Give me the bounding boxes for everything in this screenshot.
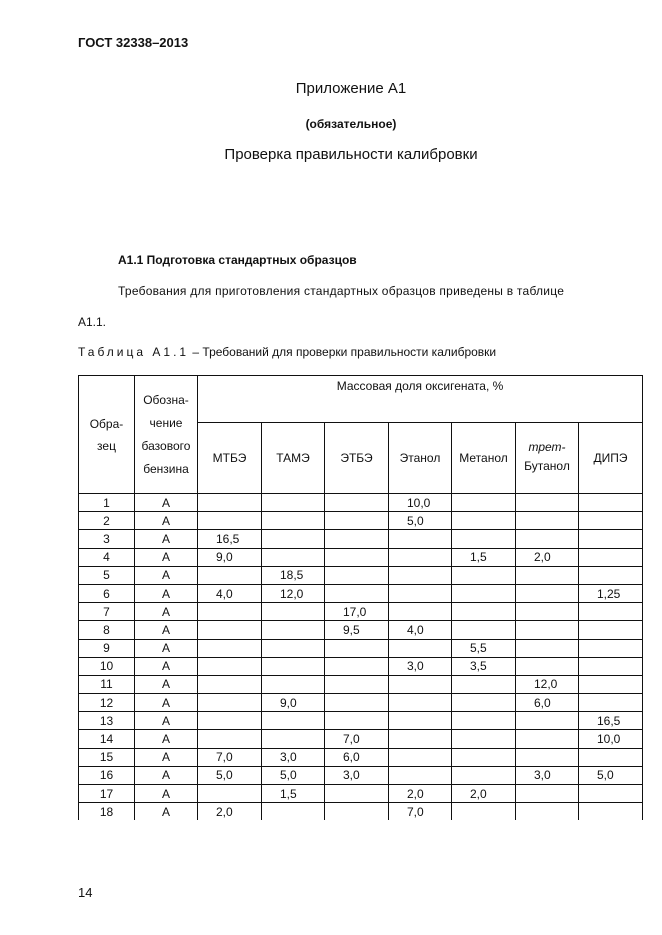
cell-value: 9,5	[325, 621, 389, 639]
cell-value	[516, 584, 579, 602]
cell-value: 12,0	[262, 584, 325, 602]
cell-value	[579, 530, 643, 548]
cell-sample: 14	[79, 730, 135, 748]
cell-value	[389, 584, 452, 602]
table-caption-label: Таблица А1.1	[78, 345, 190, 359]
cell-base: А	[135, 603, 198, 621]
cell-value	[325, 712, 389, 730]
cell-sample: 6	[79, 584, 135, 602]
cell-base: А	[135, 803, 198, 821]
cell-value	[452, 512, 516, 530]
table-caption-text: – Требований для проверки правильности калибровки	[189, 345, 497, 359]
cell-value	[325, 694, 389, 712]
cell-value	[452, 712, 516, 730]
cell-base: А	[135, 566, 198, 584]
cell-value	[389, 548, 452, 566]
cell-value	[516, 657, 579, 675]
cell-value	[516, 803, 579, 821]
cell-value: 5,0	[262, 766, 325, 784]
cell-value	[452, 730, 516, 748]
cell-value	[389, 639, 452, 657]
appendix-title: Приложение А1	[295, 80, 407, 97]
cell-value	[516, 621, 579, 639]
header-component	[262, 423, 325, 494]
cell-value	[389, 675, 452, 693]
cell-value	[325, 548, 389, 566]
cell-value	[198, 730, 262, 748]
cell-value	[198, 712, 262, 730]
cell-value	[579, 803, 643, 821]
header-base-line: чение	[149, 415, 183, 430]
cell-value	[579, 657, 643, 675]
cell-value: 2,0	[452, 785, 516, 803]
cell-value: 3,0	[262, 748, 325, 766]
header-component	[579, 423, 643, 494]
cell-value	[579, 548, 643, 566]
header-base-line: базового	[141, 438, 191, 453]
cell-value	[516, 785, 579, 803]
table-row	[79, 548, 643, 566]
cell-value: 6,0	[516, 694, 579, 712]
cell-base: А	[135, 657, 198, 675]
page-number: 14	[78, 885, 93, 900]
cell-value	[452, 530, 516, 548]
cell-value	[262, 494, 325, 512]
cell-base: А	[135, 548, 198, 566]
header-mass-fraction: Массовая доля оксигената, %	[198, 376, 643, 423]
cell-value: 2,0	[198, 803, 262, 821]
calibration-table	[78, 375, 643, 820]
table-row	[79, 566, 643, 584]
header-component-name: Этанол	[399, 451, 441, 465]
cell-base: А	[135, 639, 198, 657]
table-row	[79, 657, 643, 675]
table-row	[79, 512, 643, 530]
cell-value	[516, 748, 579, 766]
section-heading: А1.1 Подготовка стандартных образцов	[118, 253, 357, 267]
cell-value: 5,0	[579, 766, 643, 784]
cell-value	[579, 603, 643, 621]
header-sample-line: зец	[97, 438, 116, 453]
cell-value: 6,0	[325, 748, 389, 766]
cell-base: А	[135, 766, 198, 784]
cell-value	[262, 803, 325, 821]
cell-value	[262, 730, 325, 748]
cell-value: 12,0	[516, 675, 579, 693]
cell-value: 10,0	[389, 494, 452, 512]
cell-value	[516, 512, 579, 530]
cell-value	[516, 494, 579, 512]
cell-value	[452, 494, 516, 512]
table-row	[79, 748, 643, 766]
cell-value	[452, 766, 516, 784]
cell-value: 4,0	[389, 621, 452, 639]
cell-value	[262, 639, 325, 657]
cell-sample: 10	[79, 657, 135, 675]
header-component	[516, 423, 579, 494]
cell-value	[389, 766, 452, 784]
cell-value: 7,0	[198, 748, 262, 766]
cell-value: 1,5	[452, 548, 516, 566]
header-component-name: Бутанол	[524, 459, 570, 473]
cell-value	[262, 603, 325, 621]
cell-sample: 15	[79, 748, 135, 766]
cell-value	[262, 712, 325, 730]
cell-value	[579, 621, 643, 639]
cell-value: 3,0	[325, 766, 389, 784]
cell-sample: 5	[79, 566, 135, 584]
cell-base: А	[135, 621, 198, 639]
cell-value: 9,0	[262, 694, 325, 712]
cell-value	[198, 675, 262, 693]
cell-value	[262, 621, 325, 639]
cell-value	[389, 530, 452, 548]
cell-value	[516, 566, 579, 584]
cell-value	[325, 584, 389, 602]
cell-value	[198, 785, 262, 803]
cell-base: А	[135, 494, 198, 512]
cell-value	[516, 712, 579, 730]
cell-sample: 11	[79, 675, 135, 693]
cell-value	[198, 621, 262, 639]
cell-value	[262, 530, 325, 548]
cell-value	[452, 603, 516, 621]
cell-value	[198, 494, 262, 512]
cell-base: А	[135, 512, 198, 530]
cell-value	[452, 675, 516, 693]
table-row	[79, 803, 643, 821]
cell-value	[325, 512, 389, 530]
cell-value: 9,0	[198, 548, 262, 566]
cell-sample: 7	[79, 603, 135, 621]
cell-value	[325, 675, 389, 693]
cell-value	[516, 730, 579, 748]
cell-sample: 12	[79, 694, 135, 712]
cell-value	[198, 566, 262, 584]
cell-value	[579, 785, 643, 803]
header-component-name: ДИПЭ	[593, 451, 628, 465]
cell-value	[516, 639, 579, 657]
paragraph-line-1: Требования для приготовления стандартных образцов приведены в таблице	[118, 284, 565, 298]
cell-sample: 4	[79, 548, 135, 566]
cell-value	[579, 494, 643, 512]
header-base-line: бензина	[143, 461, 189, 476]
cell-base: А	[135, 584, 198, 602]
cell-value: 18,5	[262, 566, 325, 584]
cell-sample: 2	[79, 512, 135, 530]
cell-sample: 3	[79, 530, 135, 548]
cell-base: А	[135, 675, 198, 693]
cell-value: 16,5	[198, 530, 262, 548]
cell-value: 5,0	[198, 766, 262, 784]
table-row	[79, 730, 643, 748]
cell-value	[452, 566, 516, 584]
cell-value	[579, 675, 643, 693]
table-row	[79, 712, 643, 730]
cell-value	[452, 694, 516, 712]
cell-sample: 16	[79, 766, 135, 784]
cell-value	[325, 566, 389, 584]
table-row	[79, 675, 643, 693]
table-row	[79, 494, 643, 512]
cell-value	[389, 694, 452, 712]
header-base-gasoline	[135, 376, 198, 494]
cell-value: 5,0	[389, 512, 452, 530]
table-row	[79, 785, 643, 803]
cell-value	[325, 785, 389, 803]
header-component-name: МТБЭ	[212, 451, 247, 465]
table-row	[79, 766, 643, 784]
cell-value	[579, 512, 643, 530]
cell-value	[389, 712, 452, 730]
header-component-name: ЭТБЭ	[340, 451, 373, 465]
paragraph-line-2: А1.1.	[78, 315, 107, 329]
cell-value	[262, 675, 325, 693]
cell-value	[262, 512, 325, 530]
document-id: ГОСТ 32338–2013	[78, 35, 189, 50]
cell-base: А	[135, 712, 198, 730]
cell-sample: 13	[79, 712, 135, 730]
table-row	[79, 584, 643, 602]
cell-value: 16,5	[579, 712, 643, 730]
cell-value	[198, 657, 262, 675]
cell-value	[389, 603, 452, 621]
cell-sample: 17	[79, 785, 135, 803]
cell-value: 7,0	[325, 730, 389, 748]
table-row	[79, 530, 643, 548]
appendix-heading: Проверка правильности калибровки	[224, 146, 478, 163]
header-base-line: Обозна-	[143, 392, 189, 407]
cell-value	[516, 530, 579, 548]
cell-value: 1,25	[579, 584, 643, 602]
cell-value	[198, 512, 262, 530]
cell-value	[389, 566, 452, 584]
cell-value	[516, 603, 579, 621]
cell-value	[579, 694, 643, 712]
cell-value	[325, 494, 389, 512]
cell-value: 1,5	[262, 785, 325, 803]
cell-base: А	[135, 530, 198, 548]
cell-sample: 9	[79, 639, 135, 657]
cell-value	[198, 603, 262, 621]
header-component-name: Метанол	[459, 451, 508, 465]
table-caption	[78, 345, 496, 359]
header-sample	[79, 376, 135, 494]
cell-value	[389, 730, 452, 748]
header-component	[452, 423, 516, 494]
table-row	[79, 639, 643, 657]
cell-value: 3,0	[516, 766, 579, 784]
cell-value	[579, 639, 643, 657]
cell-base: А	[135, 730, 198, 748]
cell-value: 2,0	[389, 785, 452, 803]
cell-value: 10,0	[579, 730, 643, 748]
cell-value: 4,0	[198, 584, 262, 602]
table-row	[79, 621, 643, 639]
cell-base: А	[135, 694, 198, 712]
cell-value	[452, 584, 516, 602]
cell-value	[262, 657, 325, 675]
table-row	[79, 603, 643, 621]
cell-value: 2,0	[516, 548, 579, 566]
header-component	[198, 423, 262, 494]
header-component	[325, 423, 389, 494]
cell-base: А	[135, 748, 198, 766]
cell-value	[452, 621, 516, 639]
appendix-status: (обязательное)	[305, 117, 397, 131]
table-row	[79, 694, 643, 712]
cell-value: 17,0	[325, 603, 389, 621]
cell-value	[452, 748, 516, 766]
cell-base: А	[135, 785, 198, 803]
cell-value: 3,0	[389, 657, 452, 675]
cell-value: 3,5	[452, 657, 516, 675]
header-sample-line: Обра-	[89, 416, 124, 431]
cell-value	[325, 803, 389, 821]
cell-sample: 1	[79, 494, 135, 512]
cell-value: 5,5	[452, 639, 516, 657]
cell-sample: 18	[79, 803, 135, 821]
cell-value	[579, 566, 643, 584]
cell-value	[325, 639, 389, 657]
header-component	[389, 423, 452, 494]
header-component-prefix: трет-	[528, 440, 566, 454]
cell-value	[198, 694, 262, 712]
cell-value	[579, 748, 643, 766]
cell-value	[452, 803, 516, 821]
cell-sample: 8	[79, 621, 135, 639]
cell-value	[198, 639, 262, 657]
cell-value	[262, 548, 325, 566]
cell-value	[325, 530, 389, 548]
cell-value	[389, 748, 452, 766]
cell-value: 7,0	[389, 803, 452, 821]
cell-value	[325, 657, 389, 675]
header-component-name: ТАМЭ	[276, 451, 310, 465]
